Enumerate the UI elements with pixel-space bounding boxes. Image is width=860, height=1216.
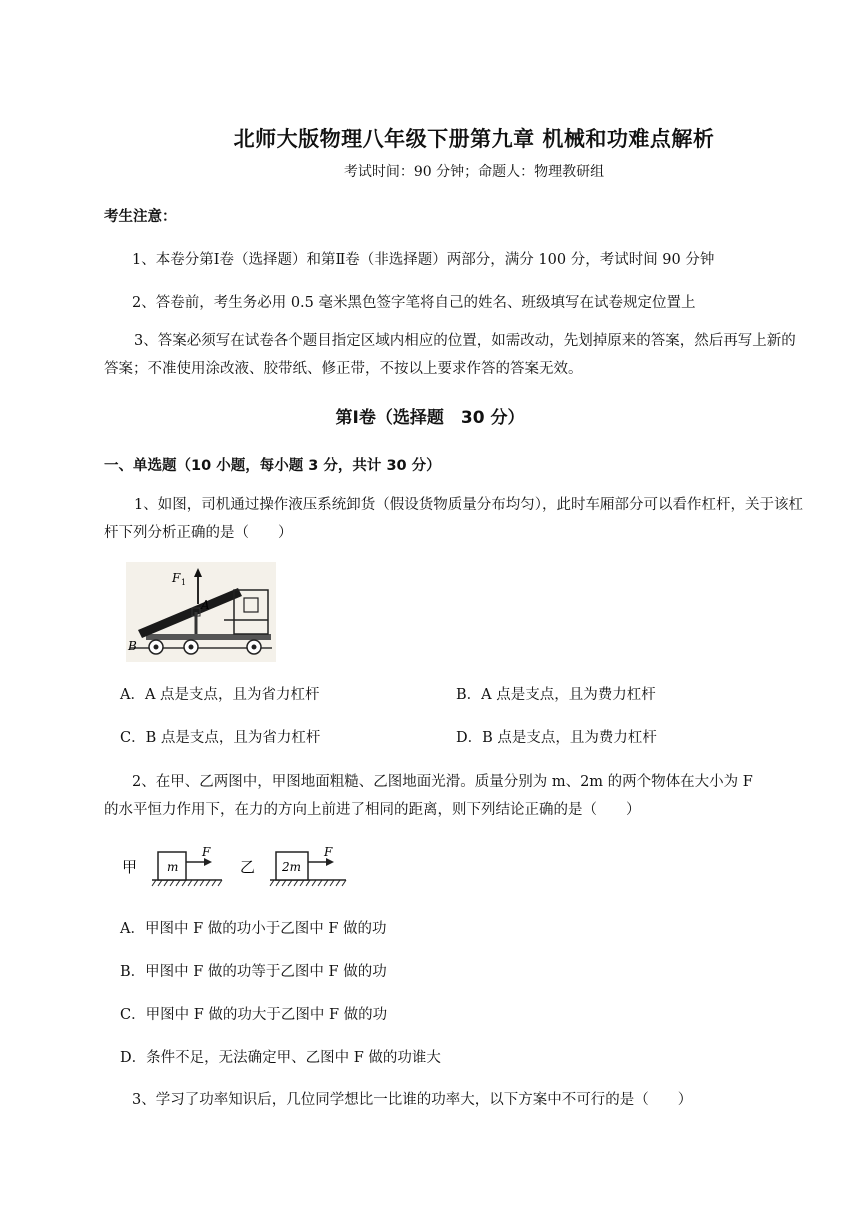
question-2-stem-cont: 的水平恒力作用下，在力的方向上前进了相同的距离，则下列结论正确的是（ ）	[104, 802, 641, 818]
point-b-label: B	[128, 639, 137, 653]
notice-item: 3、答案必须写在试卷各个题目指定区域内相应的位置，如需改动，先划掉原来的答案，然后再写上新的答案；不准使用涂改液、胶带纸、修正带，不按以上要求作答的答案无效。	[104, 333, 796, 377]
dump-truck-figure	[126, 562, 276, 662]
yi-label: 乙	[240, 858, 256, 876]
section-title: 第Ⅰ卷（选择题 30 分）	[335, 408, 525, 428]
option-a[interactable]: A．A 点是支点，且为省力杠杆	[120, 687, 320, 703]
option-c[interactable]: C．甲图中 F 做的功大于乙图中 F 做的功	[120, 1007, 388, 1023]
option-c[interactable]: C．B 点是支点，且为省力杠杆	[120, 730, 321, 746]
jia-label: 甲	[122, 858, 138, 876]
force-f-label: F	[324, 845, 333, 859]
notice-item: 2、答卷前，考生务必用 0.5 毫米黑色签字笔将自己的姓名、班级填写在试卷规定位置上	[132, 295, 696, 311]
part-heading: 一、单选题（10 小题，每小题 3 分，共计 30 分）	[104, 458, 441, 474]
notice-item: 1、本卷分第Ⅰ卷（选择题）和第Ⅱ卷（非选择题）两部分，满分 100 分，考试时间 90 分钟	[132, 252, 715, 268]
page-title: 北师大版物理八年级下册第九章 机械和功难点解析	[233, 127, 715, 151]
force-comparison-figure	[118, 842, 350, 890]
force-f-label: F	[202, 845, 211, 859]
question-3-stem: 3、学习了功率知识后，几位同学想比一比谁的功率大，以下方案中不可行的是（ ）	[132, 1092, 693, 1108]
option-b[interactable]: B．甲图中 F 做的功等于乙图中 F 做的功	[120, 964, 387, 980]
question-1-stem: 1、如图，司机通过操作液压系统卸货（假设货物质量分布均匀），此时车厢部分可以看作杠杆，关于该杠杆下列分析正确的是（ ）	[104, 497, 803, 541]
option-b[interactable]: B．A 点是支点，且为费力杠杆	[456, 687, 656, 703]
mass-2m-label: 2m	[282, 860, 302, 874]
question-2-stem: 2、在甲、乙两图中，甲图地面粗糙、乙图地面光滑。质量分别为 m、2m 的两个物体在大小为 F	[132, 774, 753, 790]
force-subscript: 1	[181, 578, 187, 587]
option-d[interactable]: D．条件不足，无法确定甲、乙图中 F 做的功谁大	[120, 1050, 441, 1066]
option-d[interactable]: D．B 点是支点，且为费力杠杆	[456, 730, 657, 746]
force-f1-label: F	[172, 571, 181, 585]
point-a-label: A	[201, 598, 210, 612]
notice-heading: 考生注意：	[104, 209, 177, 225]
exam-info: 考试时间：90 分钟；命题人：物理教研组	[343, 164, 605, 180]
option-a[interactable]: A．甲图中 F 做的功小于乙图中 F 做的功	[120, 921, 387, 937]
mass-m-label: m	[167, 860, 179, 874]
